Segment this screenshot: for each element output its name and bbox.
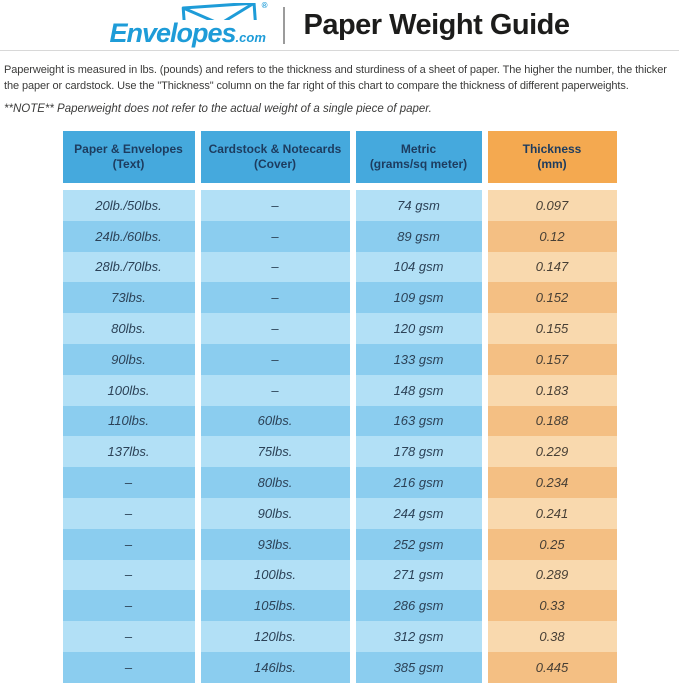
thickness-cell: 0.33 (488, 590, 617, 621)
table-row (63, 498, 617, 529)
thickness-cell: 0.38 (488, 621, 617, 652)
table-cell: 137lbs. (63, 436, 195, 467)
table-cell: 120 gsm (356, 313, 482, 344)
column-header-sublabel: (mm) (537, 157, 567, 171)
table-cell: 90lbs. (63, 344, 195, 375)
table-cell: 216 gsm (356, 467, 482, 498)
table-row (63, 436, 617, 467)
table-row (63, 375, 617, 406)
column-header-metric (356, 131, 482, 183)
thickness-cell: 0.097 (488, 190, 617, 221)
table-cell: – (201, 252, 350, 283)
table-row (63, 560, 617, 591)
table-cell: 74 gsm (356, 190, 482, 221)
table-cell: 90lbs. (201, 498, 350, 529)
page-header (0, 0, 679, 51)
thickness-cell: 0.25 (488, 529, 617, 560)
table-cell: 24lb./60lbs. (63, 221, 195, 252)
table-cell: – (63, 590, 195, 621)
column-header-cardstock-notecards (201, 131, 350, 183)
table-cell: 93lbs. (201, 529, 350, 560)
column-header-paper-envelopes (63, 131, 195, 183)
brand-wordmark (109, 20, 267, 47)
page-title: Paper Weight Guide (303, 8, 570, 41)
column-header-label: Cardstock & Notecards (208, 142, 342, 156)
table-cell: – (63, 498, 195, 529)
thickness-cell: 0.157 (488, 344, 617, 375)
table-cell: 73lbs. (63, 282, 195, 313)
thickness-cell: 0.234 (488, 467, 617, 498)
thickness-cell: 0.241 (488, 498, 617, 529)
table-cell: – (63, 652, 195, 683)
table-cell: 105lbs. (201, 590, 350, 621)
table-cell: – (63, 529, 195, 560)
column-header-label: Paper & Envelopes (74, 142, 183, 156)
table-cell: – (63, 621, 195, 652)
table-cell: 163 gsm (356, 406, 482, 437)
table-cell: 385 gsm (356, 652, 482, 683)
table-cell: 178 gsm (356, 436, 482, 467)
table-row (63, 590, 617, 621)
column-header-sublabel: (Text) (112, 157, 145, 171)
table-cell: 252 gsm (356, 529, 482, 560)
registered-trademark-icon: ® (261, 1, 268, 10)
thickness-cell: 0.445 (488, 652, 617, 683)
table-cell: 109 gsm (356, 282, 482, 313)
table-cell: – (201, 344, 350, 375)
table-row (63, 221, 617, 252)
table-cell: 146lbs. (201, 652, 350, 683)
table-cell: 80lbs. (201, 467, 350, 498)
table-cell: – (63, 560, 195, 591)
thickness-cell: 0.289 (488, 560, 617, 591)
table-cell: 75lbs. (201, 436, 350, 467)
table-row (63, 529, 617, 560)
brand-name: Envelopes (109, 18, 236, 48)
table-row (63, 344, 617, 375)
table-cell: 133 gsm (356, 344, 482, 375)
table-cell: 20lb./50lbs. (63, 190, 195, 221)
column-header-label: Thickness (522, 142, 582, 156)
table-cell: 60lbs. (201, 406, 350, 437)
table-cell: 271 gsm (356, 560, 482, 591)
table-cell: 244 gsm (356, 498, 482, 529)
table-row (63, 313, 617, 344)
table-cell: 286 gsm (356, 590, 482, 621)
table-cell: 120lbs. (201, 621, 350, 652)
table-cell: – (201, 221, 350, 252)
table-row (63, 621, 617, 652)
table-row (63, 652, 617, 683)
table-row (63, 467, 617, 498)
header-divider (283, 7, 285, 44)
column-header-sublabel: (Cover) (253, 157, 296, 171)
table-cell: 148 gsm (356, 375, 482, 406)
table-cell: 100lbs. (201, 560, 350, 591)
table-cell: 110lbs. (63, 406, 195, 437)
thickness-cell: 0.229 (488, 436, 617, 467)
thickness-cell: 0.183 (488, 375, 617, 406)
column-header-thickness (488, 131, 617, 183)
table-cell: – (201, 313, 350, 344)
table-cell: 80lbs. (63, 313, 195, 344)
thickness-cell: 0.147 (488, 252, 617, 283)
brand-logo (109, 1, 268, 48)
intro-paragraph-line-1: Paperweight is measured in lbs. (pounds) and refers to the thickness and sturdiness of a sheet of paper. The higher the number, the thicker (4, 64, 667, 76)
thickness-cell: 0.155 (488, 313, 617, 344)
table-cell: 312 gsm (356, 621, 482, 652)
note-text: **NOTE** Paperweight does not refer to the actual weight of a single piece of paper. (4, 103, 432, 115)
table-cell: – (201, 190, 350, 221)
table-cell: – (63, 467, 195, 498)
table-cell: – (201, 282, 350, 313)
table-header-row (63, 131, 617, 183)
table-body (63, 190, 617, 683)
intro-paragraph-line-2: the paper or cardstock. Use the "Thickness" column on the far right of this chart to compare the thickness of different paperweights. (4, 80, 629, 92)
paper-weight-table (63, 131, 617, 683)
table-cell: 100lbs. (63, 375, 195, 406)
thickness-cell: 0.152 (488, 282, 617, 313)
thickness-cell: 0.12 (488, 221, 617, 252)
column-header-sublabel: (grams/sq meter) (369, 157, 468, 171)
thickness-cell: 0.188 (488, 406, 617, 437)
intro-section (0, 51, 679, 117)
table-row (63, 406, 617, 437)
table-cell: – (201, 375, 350, 406)
table-row (63, 282, 617, 313)
table-row (63, 190, 617, 221)
table-cell: 89 gsm (356, 221, 482, 252)
table-row (63, 252, 617, 283)
brand-tld: .com (235, 30, 266, 45)
table-cell: 28lb./70lbs. (63, 252, 195, 283)
table-cell: 104 gsm (356, 252, 482, 283)
column-header-label: Metric (400, 142, 437, 156)
